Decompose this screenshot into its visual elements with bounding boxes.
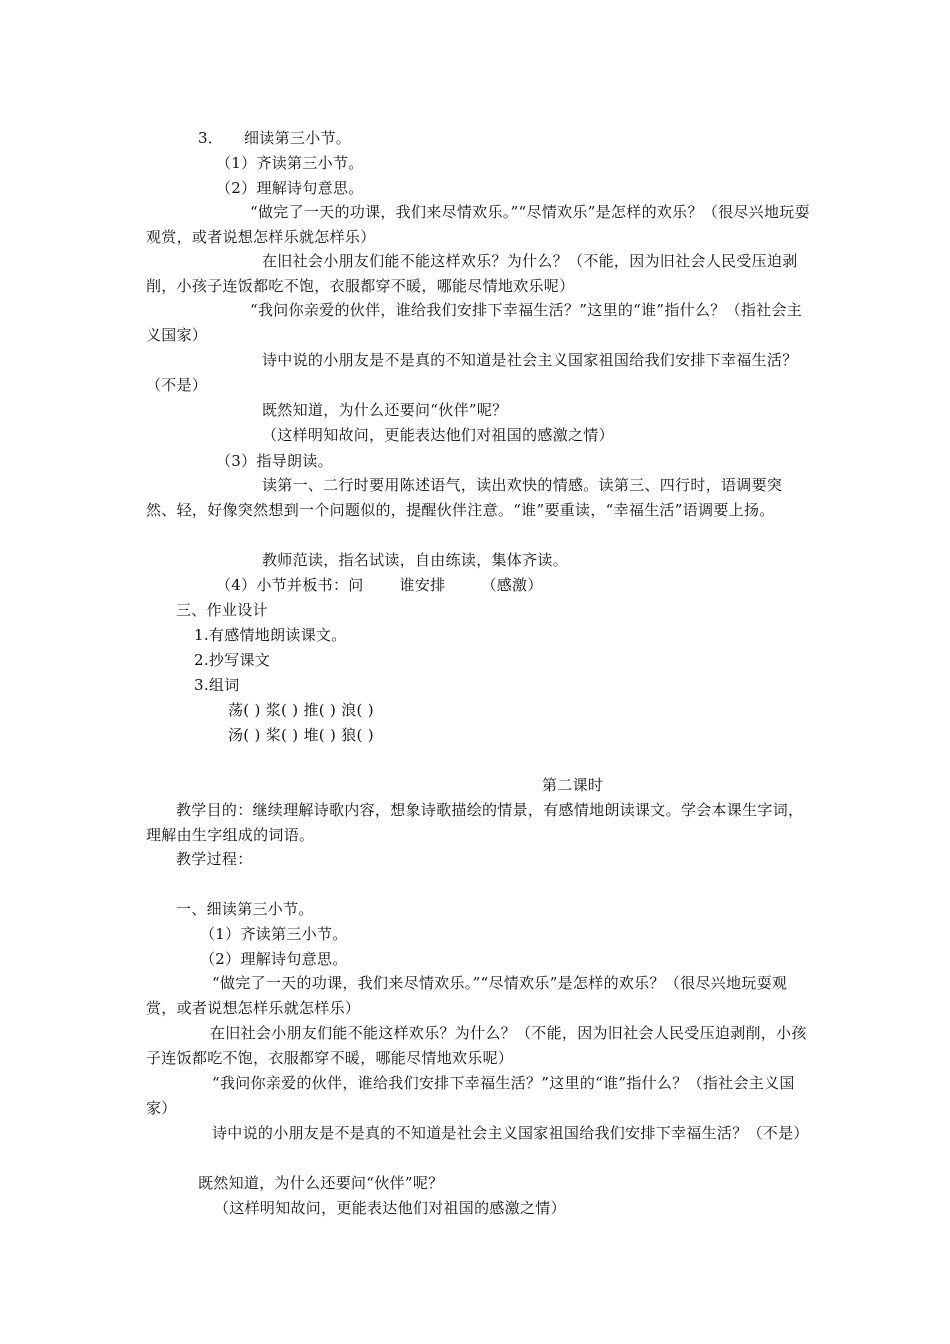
paragraph-5: 既然知道，为什么还要问“伙伴”呢？: [262, 401, 508, 419]
lesson-2-paragraph-5: 既然知道，为什么还要问“伙伴”呢？: [198, 1174, 444, 1192]
paragraph-8: 教师范读，指名试读，自由练读，集体齐读。: [262, 551, 569, 569]
paragraph-2: 在旧社会小朋友们能不能这样欢乐？为什么？（不能，因为旧社会人民受压迫剥削，小孩子连饭都吃不饱，衣服都穿不暖，哪能尽情地欢乐呢）: [146, 252, 798, 295]
lesson-2-heading: 第二课时: [542, 776, 604, 794]
homework-item-2: 2.抄写课文: [194, 651, 271, 669]
lesson-2-paragraph-1: “做完了一天的功课，我们来尽情欢乐。”“尽情欢乐”是怎样的欢乐？（很尽兴地玩耍观赏，或者说想怎样乐就怎样乐）: [146, 974, 788, 1017]
word-row-1: 荡( ) 浆( ) 推( ) 浪( ): [228, 701, 374, 719]
homework-item-1: 1.有感情地朗读课文。: [194, 626, 347, 644]
sub-item-4-end: （感激）: [481, 576, 543, 594]
word-row-2: 汤( ) 桨( ) 堆( ) 狼( ): [228, 726, 374, 744]
sub-item-4-middle: 谁安排: [399, 576, 446, 594]
homework-title: 三、作业设计: [176, 601, 268, 619]
lesson-2-item-1: 一、细读第三小节。: [176, 900, 314, 918]
lesson-2-paragraph-2: 在旧社会小朋友们能不能这样欢乐？为什么？（不能，因为旧社会人民受压迫剥削，小孩子连饭都吃不饱，衣服都穿不暖，哪能尽情地欢乐呢）: [146, 1024, 807, 1067]
sub-item-4-label: （4）小节并板书：问: [216, 576, 364, 594]
homework-item-3: 3.组词: [194, 676, 240, 694]
lesson-2-paragraph-4: 诗中说的小朋友是不是真的不知道是社会主义国家祖国给我们安排下幸福生活？（不是）: [212, 1124, 809, 1142]
lesson-2-sub-item-2: （2）理解诗句意思。: [200, 950, 348, 968]
sub-item-1: （1）齐读第三小节。: [216, 154, 364, 172]
paragraph-4: 诗中说的小朋友是不是真的不知道是社会主义国家祖国给我们安排下幸福生活？（不是）: [146, 351, 798, 394]
sub-item-2: （2）理解诗句意思。: [216, 179, 364, 197]
sub-item-4: [216, 573, 543, 597]
lesson-2-paragraph-6: （这样明知故问，更能表达他们对祖国的感激之情）: [214, 1199, 566, 1217]
lesson-2-sub-item-1: （1）齐读第三小节。: [200, 925, 348, 943]
paragraph-7: 读第一、二行时要用陈述语气，读出欢快的情感。读第三、四行时，语调要突然、轻，好像突然想到一个问题似的，提醒伙伴注意。“谁”要重读，“幸福生活”语调要上扬。: [146, 476, 783, 519]
teaching-process: 教学过程：: [176, 850, 253, 868]
item-3-number: 3．: [198, 129, 224, 147]
item-3-title: 细读第三小节。: [244, 129, 352, 147]
paragraph-1: “做完了一天的功课，我们来尽情欢乐。”“尽情欢乐”是怎样的欢乐？（很尽兴地玩耍观赏，或者说想怎样乐就怎样乐）: [146, 203, 810, 246]
sub-item-3: （3）指导朗读。: [216, 452, 333, 470]
lesson-2-paragraph-3: “我问你亲爱的伙伴，谁给我们安排下幸福生活？”这里的“谁”指什么？（指社会主义国家）: [146, 1074, 795, 1117]
paragraph-3: “我问你亲爱的伙伴，谁给我们安排下幸福生活？”这里的“谁”指什么？（指社会主义国家）: [146, 301, 803, 344]
paragraph-6: （这样明知故问，更能表达他们对祖国的感激之情）: [262, 426, 614, 444]
teaching-goal: 教学目的：继续理解诗歌内容，想象诗歌描绘的情景，有感情地朗读课文。学会本课生字词，理解由生字组成的词语。: [146, 801, 804, 844]
